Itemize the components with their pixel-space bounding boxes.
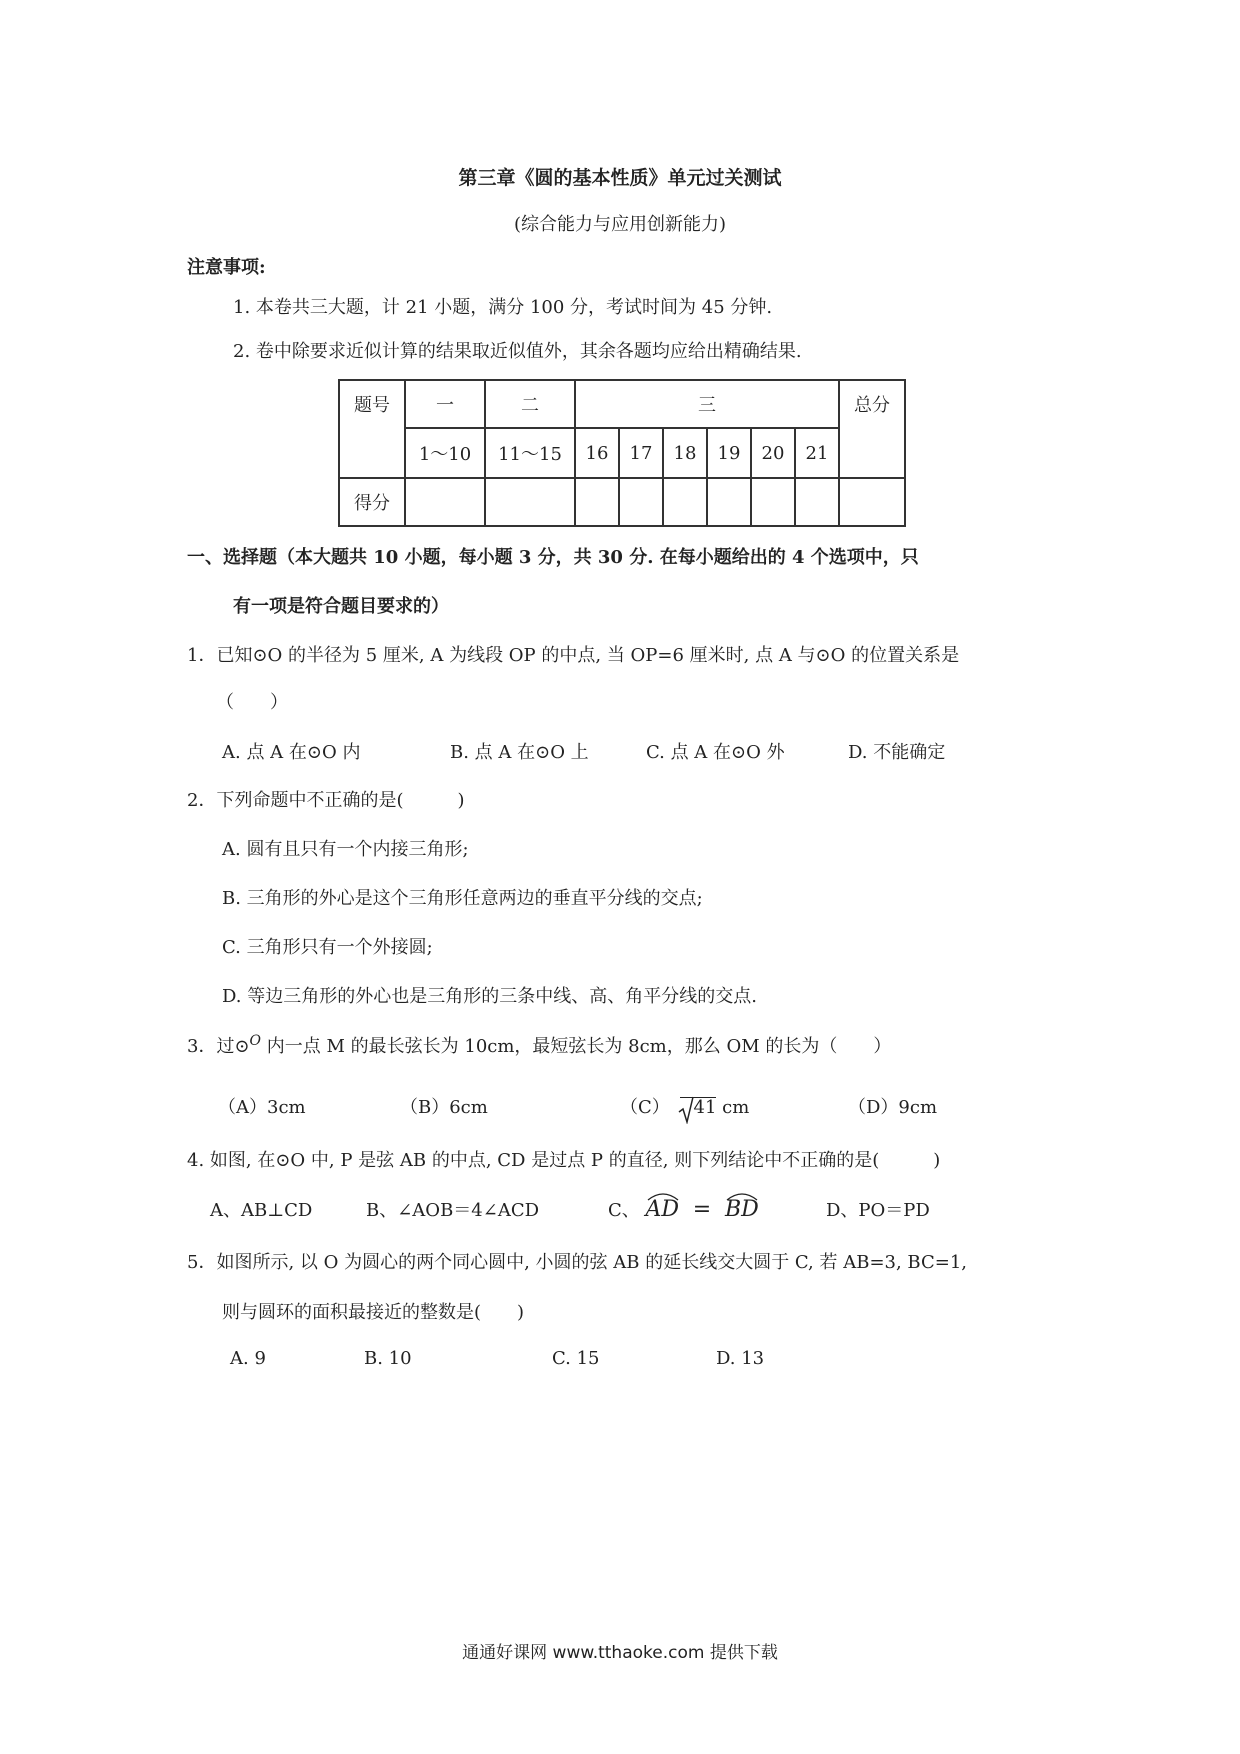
q5-option-b: B. 10	[364, 1348, 412, 1369]
section-heading-line1: 一、选择题（本大题共 10 小题，每小题 3 分，共 30 分. 在每小题给出的 4 个选项中，只	[187, 547, 919, 568]
q3-option-c	[620, 1093, 749, 1119]
table-cell-q19: 19	[707, 428, 751, 478]
notice-item-1: 1. 本卷共三大题，计 21 小题，满分 100 分，考试时间为 45 分钟.	[233, 297, 773, 318]
q3-stem-prefix: 3．过⊙	[187, 1036, 250, 1057]
q3-option-c-unit: cm	[722, 1097, 750, 1118]
q2-option-d: D. 等边三角形的外心也是三角形的三条中线、高、角平分线的交点.	[222, 986, 757, 1007]
page-subtitle: (综合能力与应用创新能力)	[513, 214, 727, 235]
notice-item-2: 2. 卷中除要求近似计算的结果取近似值外，其余各题均应给出精确结果.	[233, 341, 802, 362]
page-title: 第三章《圆的基本性质》单元过关测试	[458, 167, 782, 189]
q4-option-c	[608, 1196, 759, 1222]
q2-option-a: A. 圆有且只有一个内接三角形;	[222, 839, 469, 860]
arc-icon	[725, 1191, 759, 1201]
q1-option-a: A. 点 A 在⊙O 内	[222, 742, 361, 763]
q5-option-a: A. 9	[230, 1348, 266, 1369]
table-header-part3: 三	[575, 380, 839, 428]
q1-paren: （ ）	[216, 692, 288, 713]
table-score-cell	[663, 478, 707, 526]
table-header-part2: 二	[485, 380, 575, 428]
q3-option-a: （A）3cm	[218, 1097, 306, 1118]
table-cell-q18: 18	[663, 428, 707, 478]
section-heading-line2: 有一项是符合题目要求的）	[233, 596, 449, 617]
table-score-cell	[751, 478, 795, 526]
q1-stem: 1．已知⊙O 的半径为 5 厘米, A 为线段 OP 的中点, 当 OP=6 厘米时, 点 A 与⊙O 的位置关系是	[187, 645, 960, 666]
q4-option-b: B、∠AOB＝4∠ACD	[366, 1200, 540, 1221]
score-table	[338, 379, 906, 527]
table-cell-q17: 17	[619, 428, 663, 478]
q1-option-b: B. 点 A 在⊙O 上	[450, 742, 589, 763]
table-header-total: 总分	[839, 380, 905, 478]
table-score-cell	[405, 478, 485, 526]
q4-stem: 4. 如图, 在⊙O 中, P 是弦 AB 的中点, CD 是过点 P 的直径, 则下列结论中不正确的是( )	[187, 1150, 941, 1171]
q2-option-b: B. 三角形的外心是这个三角形任意两边的垂直平分线的交点;	[222, 888, 703, 909]
q3-stem-rest: 内一点 M 的最长弦长为 10cm，最短弦长为 8cm，那么 OM 的长为（ ）	[266, 1036, 892, 1057]
table-cell-q16: 16	[575, 428, 619, 478]
q2-option-c: C. 三角形只有一个外接圆;	[222, 937, 433, 958]
table-score-cell	[575, 478, 619, 526]
q1-option-c: C. 点 A 在⊙O 外	[646, 742, 785, 763]
radical-sign-icon	[678, 1096, 694, 1124]
page-footer: 通通好课网 www.tthaoke.com 提供下载	[462, 1643, 778, 1663]
arc-bd: BD	[725, 1197, 759, 1222]
q4-option-d: D、PO＝PD	[826, 1200, 930, 1221]
table-header-question-no: 题号	[339, 380, 405, 478]
arc-ad: AD	[646, 1197, 680, 1222]
equals-sign: =	[692, 1197, 712, 1222]
q3-stem	[187, 1032, 891, 1058]
table-score-cell	[619, 478, 663, 526]
table-score-cell	[485, 478, 575, 526]
q5-option-c: C. 15	[552, 1348, 600, 1369]
q4-option-c-label: C、	[608, 1200, 640, 1221]
table-score-cell	[839, 478, 905, 526]
table-cell-q20: 20	[751, 428, 795, 478]
table-cell-range-2: 11～15	[485, 428, 575, 478]
q2-stem: 2．下列命题中不正确的是( )	[187, 790, 465, 811]
table-score-cell	[707, 478, 751, 526]
arc-icon	[646, 1191, 680, 1201]
table-score-cell	[795, 478, 839, 526]
q4-option-a: A、AB⊥CD	[210, 1200, 313, 1221]
q5-option-d: D. 13	[716, 1348, 765, 1369]
sqrt-symbol	[680, 1097, 717, 1118]
q5-stem-2: 则与圆环的面积最接近的整数是( )	[222, 1302, 525, 1323]
table-header-part1: 一	[405, 380, 485, 428]
q3-option-c-radicand: 41	[693, 1097, 717, 1118]
q3-option-c-label: （C）	[620, 1097, 670, 1118]
q1-option-d: D. 不能确定	[848, 742, 946, 763]
q3-option-b: （B）6cm	[400, 1097, 488, 1118]
notice-heading: 注意事项:	[187, 257, 266, 278]
table-cell-range-1: 1～10	[405, 428, 485, 478]
table-cell-q21: 21	[795, 428, 839, 478]
q3-stem-o: O	[249, 1033, 262, 1049]
q5-stem: 5．如图所示, 以 O 为圆心的两个同心圆中, 小圆的弦 AB 的延长线交大圆于 C, 若 AB=3, BC=1,	[187, 1252, 968, 1273]
table-label-score: 得分	[339, 478, 405, 526]
q3-option-d: （D）9cm	[848, 1097, 938, 1118]
